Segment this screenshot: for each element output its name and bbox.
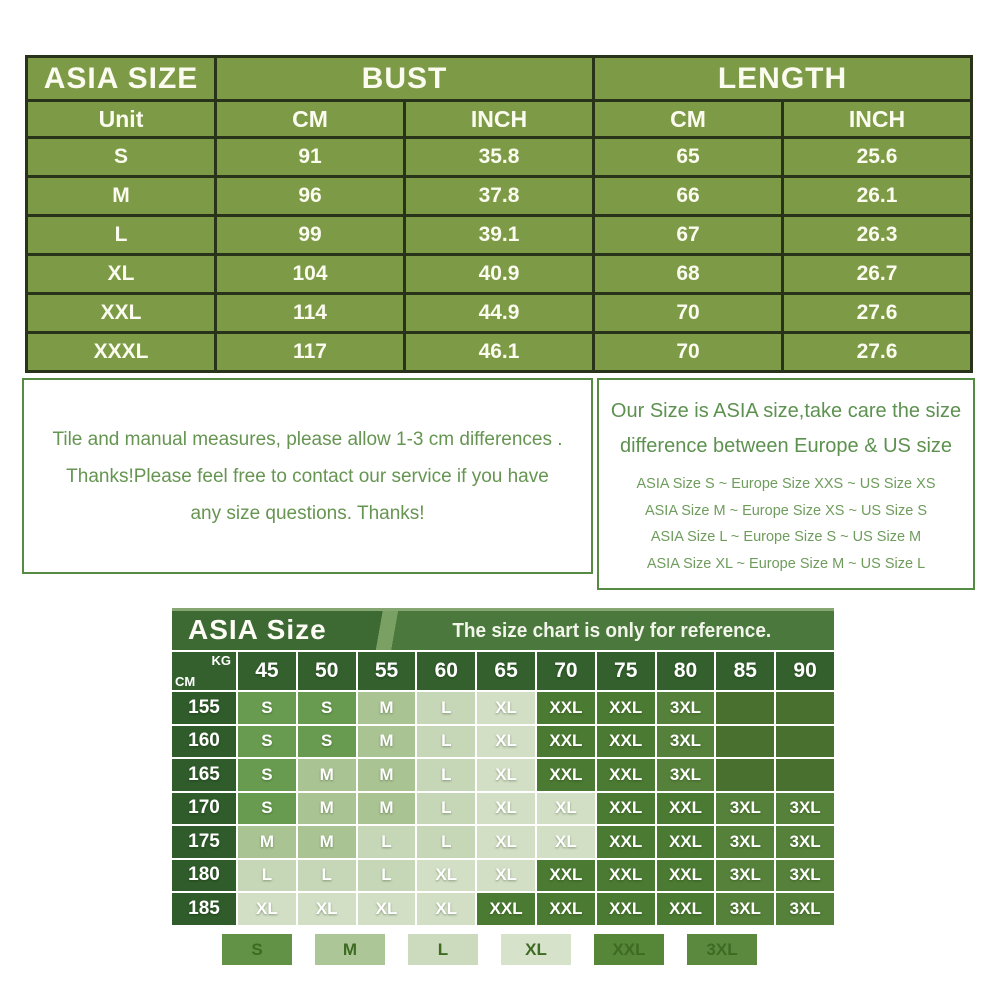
legend-swatch: M [315,934,385,965]
table-header-row [27,57,972,101]
measure-value-cell: 65 [594,138,783,177]
size-grid-cell: XXL [477,893,535,925]
unit-row [27,101,972,138]
size-grid-cell: L [417,826,475,858]
size-grid-cell: XXL [597,759,655,791]
size-grid-cell: M [358,726,416,758]
size-grid-cell: 3XL [776,793,834,825]
size-grid-cell: M [358,759,416,791]
size-grid-cell: S [238,793,296,825]
measure-value-cell: 46.1 [405,333,594,372]
conversion-title [599,394,973,464]
height-weight-size-grid [172,650,834,925]
measure-value-cell: 26.7 [783,255,972,294]
measure-value-cell: 26.1 [783,177,972,216]
measure-value-cell: 99 [216,216,405,255]
measure-value-cell: 114 [216,294,405,333]
measure-value-cell: 44.9 [405,294,594,333]
measure-value-cell: 96 [216,177,405,216]
size-grid-cell: XXL [657,826,715,858]
table-row [27,216,972,255]
legend-swatch: 3XL [687,934,757,965]
cm-kg-corner-cell [172,652,236,690]
size-conversion-note [597,378,975,590]
cm-header-cell: 180 [172,860,236,892]
size-grid-cell: L [298,860,356,892]
size-grid-cell: XL [477,826,535,858]
kg-header-cell: 45 [238,652,296,690]
size-grid-cell: L [238,860,296,892]
kg-header-cell: 90 [776,652,834,690]
unit-cell: CM [216,101,405,138]
asia-size-header: ASIA SIZE [27,57,216,101]
size-grid-cell: XXL [537,759,595,791]
measure-value-cell: 70 [594,294,783,333]
size-grid-cell [776,726,834,758]
size-grid-cell: 3XL [776,893,834,925]
size-grid-cell: S [238,759,296,791]
size-grid-cell: M [358,793,416,825]
size-grid-cell: 3XL [716,860,774,892]
size-grid-cell: XXL [537,860,595,892]
size-label-cell: M [27,177,216,216]
size-grid-cell: XXL [597,726,655,758]
size-grid-cell: XXL [537,726,595,758]
measure-value-cell: 104 [216,255,405,294]
kg-header-cell: 55 [358,652,416,690]
measure-value-cell: 67 [594,216,783,255]
table-row [27,177,972,216]
legend-swatch: XXL [594,934,664,965]
size-grid-cell: 3XL [657,726,715,758]
unit-cell: INCH [783,101,972,138]
size-label-cell: XL [27,255,216,294]
cm-header-cell: 160 [172,726,236,758]
size-grid-cell: M [238,826,296,858]
size-grid-cell: XL [537,826,595,858]
size-grid-cell: XXL [597,826,655,858]
legend-swatch: S [222,934,292,965]
size-grid-cell: S [238,692,296,724]
measure-value-cell: 27.6 [783,294,972,333]
size-grid-cell [716,759,774,791]
size-grid-cell [776,692,834,724]
measure-value-cell: 27.6 [783,333,972,372]
size-grid-title: ASIA Size [188,614,327,645]
size-grid-cell: M [298,759,356,791]
size-grid-cell: S [298,692,356,724]
legend-swatch: XL [501,934,571,965]
note-line: any size questions. Thanks! [190,502,425,524]
unit-cell: CM [594,101,783,138]
size-grid-cell [716,692,774,724]
size-grid-cell: XL [477,759,535,791]
size-grid-cell: XXL [597,893,655,925]
measure-value-cell: 26.3 [783,216,972,255]
size-label-cell: XXL [27,294,216,333]
kg-header-cell: 75 [597,652,655,690]
size-grid-cell: L [417,726,475,758]
size-grid-cell: 3XL [776,860,834,892]
kg-header-cell: 70 [537,652,595,690]
size-grid-cell: L [417,793,475,825]
size-label-cell: L [27,216,216,255]
cm-header-cell: 155 [172,692,236,724]
cm-header-cell: 165 [172,759,236,791]
size-grid-cell: XL [298,893,356,925]
size-grid-cell: XL [358,893,416,925]
measure-value-cell: 117 [216,333,405,372]
kg-corner-label: KG [211,653,231,668]
size-grid-cell: XXL [537,692,595,724]
measure-value-cell: 35.8 [405,138,594,177]
measure-tolerance-note [22,378,593,574]
size-grid-cell: XXL [537,893,595,925]
size-grid-cell: XL [417,860,475,892]
size-grid-cell: M [298,793,356,825]
size-legend [222,934,757,965]
size-grid-cell: XXL [657,860,715,892]
size-grid-subtitle: The size chart is only for reference. [452,620,772,642]
size-grid-cell: M [358,692,416,724]
size-grid-cell: 3XL [657,759,715,791]
measurement-table [25,55,973,373]
size-grid-cell: S [238,726,296,758]
conversion-lines [599,471,973,577]
kg-header-cell: 50 [298,652,356,690]
size-grid-header-band [172,608,834,650]
size-grid-cell: 3XL [716,893,774,925]
size-grid-cell: L [358,826,416,858]
size-grid-cell: XL [477,860,535,892]
note-line: Tile and manual measures, please allow 1-3 cm differences . [52,428,563,450]
size-grid-cell: XL [417,893,475,925]
size-grid-cell: XL [238,893,296,925]
size-grid-cell: 3XL [776,826,834,858]
measure-value-cell: 70 [594,333,783,372]
cm-header-cell: 170 [172,793,236,825]
note-line: Thanks!Please feel free to contact our service if you have [66,465,549,487]
conversion-title-line: Our Size is ASIA size,take care the size [610,400,962,422]
legend-swatch: L [408,934,478,965]
kg-header-cell: 80 [657,652,715,690]
size-grid-cell: XXL [657,893,715,925]
measure-value-cell: 39.1 [405,216,594,255]
table-row [27,294,972,333]
size-grid-cell: 3XL [716,826,774,858]
table-row [27,255,972,294]
unit-label-cell: Unit [27,101,216,138]
unit-cell: INCH [405,101,594,138]
kg-header-cell: 60 [417,652,475,690]
size-grid-cell: XL [537,793,595,825]
size-grid-cell: XXL [657,793,715,825]
kg-header-cell: 85 [716,652,774,690]
size-grid-cell: M [298,826,356,858]
size-grid-cell: 3XL [716,793,774,825]
size-grid-cell [776,759,834,791]
table-row [27,333,972,372]
measure-value-cell: 25.6 [783,138,972,177]
size-grid-cell: XL [477,726,535,758]
bust-header: BUST [216,57,594,101]
size-grid-cell: XXL [597,692,655,724]
size-grid-cell: XXL [597,860,655,892]
cm-corner-label: CM [175,674,196,689]
measure-value-cell: 91 [216,138,405,177]
size-grid-cell: XL [477,692,535,724]
size-grid-cell: L [417,759,475,791]
size-label-cell: S [27,138,216,177]
kg-header-cell: 65 [477,652,535,690]
conversion-line: ASIA Size M ~ Europe Size XS ~ US Size S [644,502,928,519]
measure-value-cell: 68 [594,255,783,294]
measure-value-cell: 66 [594,177,783,216]
conversion-title-line: difference between Europe & US size [619,435,953,457]
measure-value-cell: 40.9 [405,255,594,294]
conversion-line: ASIA Size XL ~ Europe Size M ~ US Size L [646,555,926,572]
length-header: LENGTH [594,57,972,101]
conversion-line: ASIA Size S ~ Europe Size XXS ~ US Size XS [636,476,936,492]
cm-header-cell: 175 [172,826,236,858]
size-grid-cell: S [298,726,356,758]
conversion-line: ASIA Size L ~ Europe Size S ~ US Size M [650,529,922,545]
size-grid-cell: XL [477,793,535,825]
size-grid-cell: L [417,692,475,724]
measure-value-cell: 37.8 [405,177,594,216]
size-grid-cell: XXL [597,793,655,825]
table-row [27,138,972,177]
size-grid-cell: 3XL [657,692,715,724]
size-grid-cell [716,726,774,758]
size-grid-cell: L [358,860,416,892]
cm-header-cell: 185 [172,893,236,925]
size-label-cell: XXXL [27,333,216,372]
